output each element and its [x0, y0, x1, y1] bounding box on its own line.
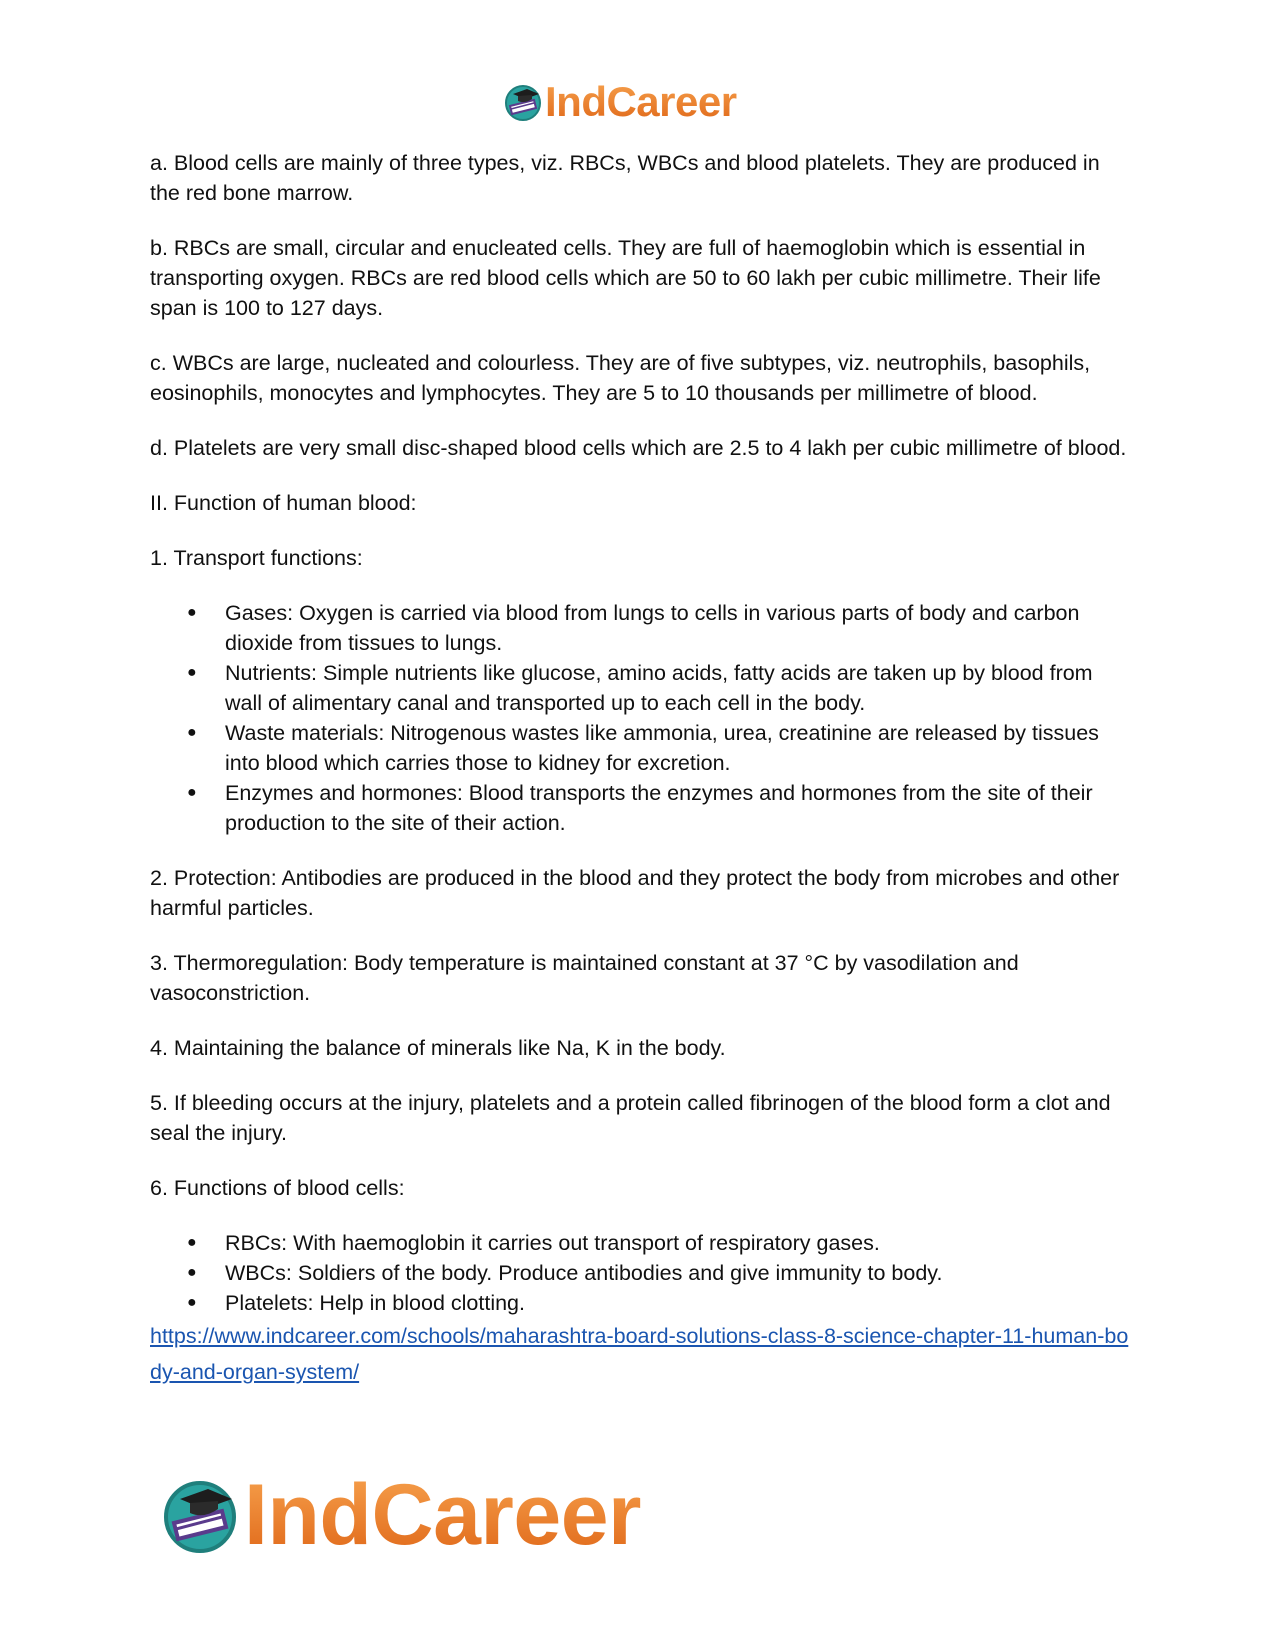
source-link[interactable]: https://www.indcareer.com/schools/maharashtra-board-solutions-class-8-science-chapter-11-human-body-and-organ-system/: [150, 1324, 1129, 1384]
paragraph-wbcs: c. WBCs are large, nucleated and colourless. They are of five subtypes, viz. neutrophils, basophils, eosinophils, monocytes and lymphocytes. They are 5 to 10 thousands per millimetre of blood.: [150, 351, 1091, 405]
list-item: ● WBCs: Soldiers of the body. Produce antibodies and give immunity to body.: [225, 1258, 1130, 1288]
paragraph-platelets: d. Platelets are very small disc-shaped blood cells which are 2.5 to 4 lakh per cubic millimetre of blood.: [150, 436, 1127, 460]
paragraph-minerals: 4. Maintaining the balance of minerals like Na, K in the body.: [150, 1036, 726, 1060]
paragraph-bleeding: 5. If bleeding occurs at the injury, platelets and a protein called fibrinogen of the blood form a clot and seal the injury.: [150, 1091, 1111, 1145]
transport-functions-list: [150, 598, 1130, 838]
subheading-blood-cell-functions: 6. Functions of blood cells:: [150, 1176, 405, 1200]
paragraph-protection: 2. Protection: Antibodies are produced in the blood and they protect the body from microbes and other harmful particles.: [150, 866, 1120, 920]
list-item: ● Waste materials: Nitrogenous wastes like ammonia, urea, creatinine are released by tissues into blood which carries those to kidney for excretion.: [225, 718, 1130, 778]
graduation-cap-book-globe-icon: [160, 1475, 240, 1555]
footer-logo: [160, 1467, 641, 1563]
graduation-cap-book-globe-icon: [503, 82, 543, 122]
paragraph-rbcs: b. RBCs are small, circular and enucleated cells. They are full of haemoglobin which is essential in transporting oxygen. RBCs are red blood cells which are 50 to 60 lakh per cubic millimetre. Their life span is 100 to 127 days.: [150, 236, 1101, 320]
document-body: [150, 148, 1130, 1390]
header-logo: [503, 80, 737, 124]
section-heading-functions: II. Function of human blood:: [150, 491, 417, 515]
paragraph-blood-cells-types: a. Blood cells are mainly of three types, viz. RBCs, WBCs and blood platelets. They are produced in the red bone marrow.: [150, 151, 1100, 205]
list-item: ● Enzymes and hormones: Blood transports the enzymes and hormones from the site of their production to the site of their action.: [225, 778, 1130, 838]
list-item: ● Nutrients: Simple nutrients like glucose, amino acids, fatty acids are taken up by blood from wall of alimentary canal and transported up to each cell in the body.: [225, 658, 1130, 718]
list-item: ● RBCs: With haemoglobin it carries out transport of respiratory gases.: [225, 1228, 1130, 1258]
paragraph-thermoregulation: 3. Thermoregulation: Body temperature is maintained constant at 37 °C by vasodilation and vasoconstriction.: [150, 951, 1019, 1005]
list-item: ● Platelets: Help in blood clotting.: [225, 1288, 1130, 1318]
subheading-transport: 1. Transport functions:: [150, 546, 363, 570]
list-item: ● Gases: Oxygen is carried via blood from lungs to cells in various parts of body and carbon dioxide from tissues to lungs.: [225, 598, 1130, 658]
blood-cell-functions-list: [150, 1228, 1130, 1318]
brand-wordmark: IndCareer: [244, 1467, 641, 1563]
brand-wordmark: IndCareer: [545, 78, 737, 125]
